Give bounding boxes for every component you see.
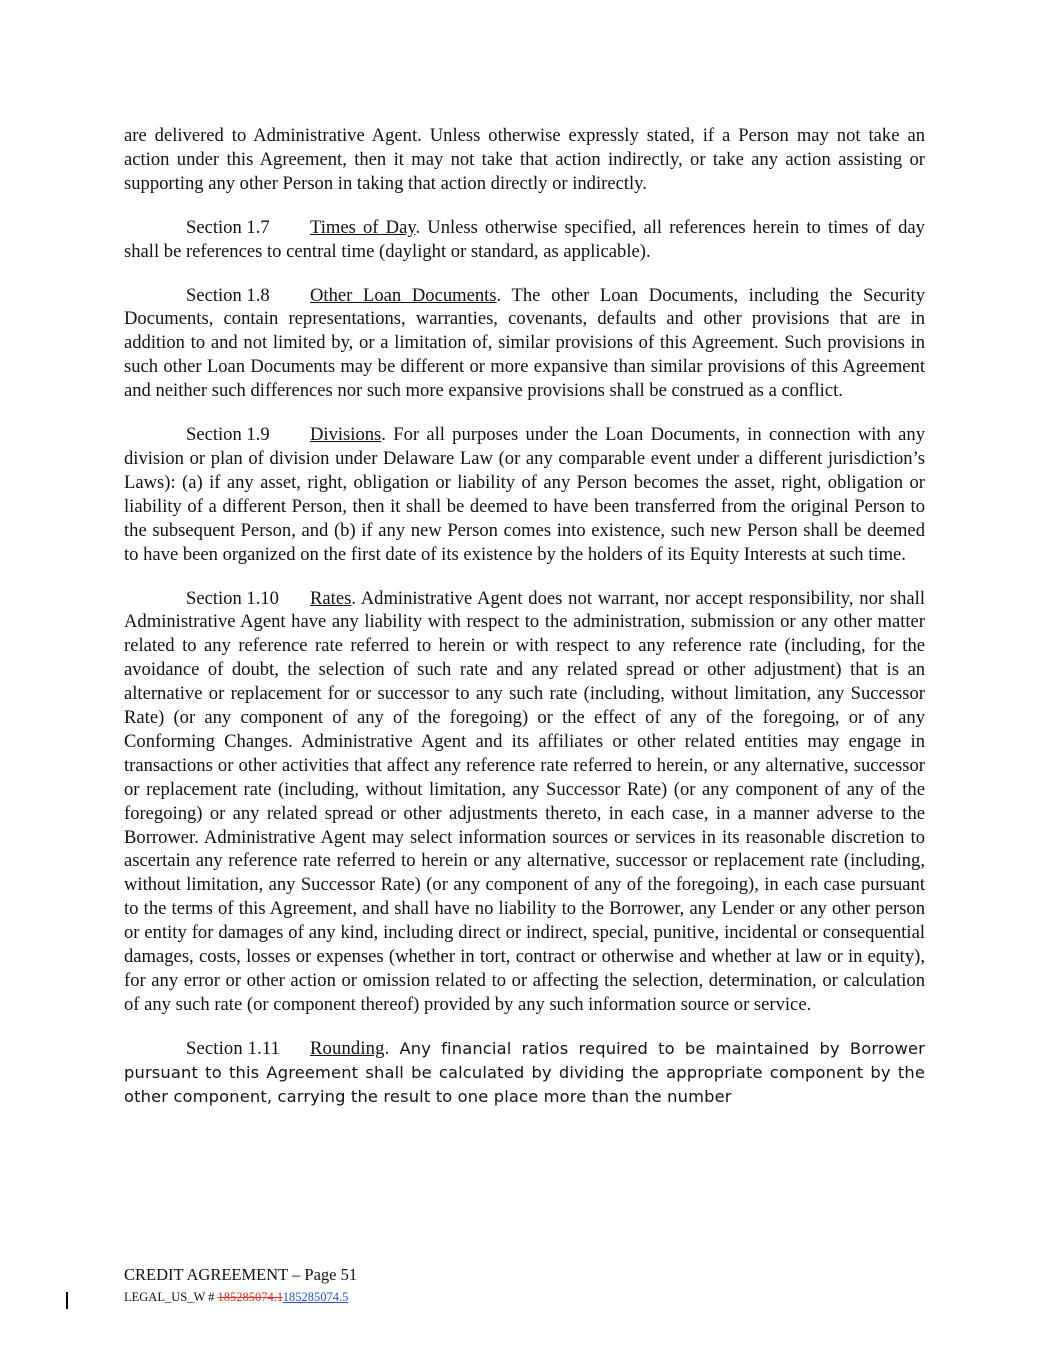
section-number: Section 1.9 [186, 424, 270, 446]
document-id-prefix: LEGAL_US_W # [124, 1290, 218, 1304]
footer-title: CREDIT AGREEMENT – Page 51 [124, 1265, 358, 1284]
section-1-8: Section 1.8 Other Loan Documents. The other Loan Documents, including the Security Documents, contain representations, warranties, covenants, defaults and other provisions that are in addition to and not limited by, or a limitation of, similar provisions of this Agreement. Such provisions in such other Loan Documents may be different or more expansive than similar provisions of this Agreement and neither such differences nor such more expansive provisions shall be construed as a conflict. [124, 284, 925, 402]
inserted-document-number: 185285074.5 [282, 1290, 349, 1304]
continuation-paragraph: are delivered to Administrative Agent. Unless otherwise expressly stated, if a Person may not take an action under this Agreement, then it may not take that action indirectly, or take any action assisting or supporting any other Person in taking that action directly or indirectly. [124, 125, 925, 194]
section-body: For all purposes under the Loan Documents, in connection with any division or plan of division under Delaware Law (or any comparable event under a different jurisdiction’s Laws): (a) if any asset, right, obligation or liability of any Person becomes the asset, right, obligation or liability of a different Person, then it shall be deemed to have been transferred from the original Person to the subsequent Person, and (b) if any new Person comes into existence, such new Person shall be deemed to have been organized on the first date of its existence by the holders of its Equity Interests at such time. [124, 424, 925, 565]
section-1-7: Section 1.7 Times of Day. Unless otherwise specified, all references herein to times of day shall be references to central time (daylight or standard, as applicable). [124, 216, 925, 262]
section-number: Section 1.8 [186, 284, 270, 306]
section-title: Divisions [310, 424, 382, 446]
section-body: Any financial ratios required to be maintained by Borrower pursuant to this Agreement shall be calculated by dividing the appropriate component by the other component, carrying the result to one place more than the number [124, 1038, 925, 1106]
change-bar [66, 1292, 68, 1309]
section-title: Times of Day [310, 216, 416, 238]
section-number: Section 1.11 [186, 1037, 281, 1059]
section-1-9: Section 1.9 Divisions. For all purposes under the Loan Documents, in connection with any division or plan of division under Delaware Law (or any comparable event under a different jurisdiction’s Laws): (a) if any asset, right, obligation or liability of any Person becomes the asset, right, obligation or liability of a different Person, then it shall be deemed to have been transferred from the original Person to the subsequent Person, and (b) if any new Person comes into existence, such new Person shall be deemed to have been organized on the first date of its existence by the holders of its Equity Interests at such time. [124, 424, 925, 565]
section-body: Unless otherwise specified, all references herein to times of day shall be references to central time (daylight or standard, as applicable). [124, 216, 925, 262]
section-number: Section 1.7 [186, 216, 270, 238]
deleted-document-number: 185285074.1 [217, 1290, 283, 1304]
document-body [124, 124, 925, 1129]
section-body: The other Loan Documents, including the Security Documents, contain representations, warranties, covenants, defaults and other provisions that are in addition to and not limited by, or a limitation of, similar provisions of this Agreement. Such provisions in such other Loan Documents may be different or more expansive than similar provisions of this Agreement and neither such differences nor such more expansive provisions shall be construed as a conflict. [124, 284, 925, 402]
section-title: Other Loan Documents [310, 284, 497, 306]
section-number: Section 1.10 [186, 587, 279, 609]
document-id [124, 1288, 357, 1306]
page-footer [124, 1264, 357, 1306]
section-1-10: Section 1.10 Rates. Administrative Agent does not warrant, nor accept responsibility, nor shall Administrative Agent have any liability with respect to the administration, submission or any other matter related to any reference rate referred to herein or with respect to any reference rate (including, for the avoidance of doubt, the selection of such rate and any related spread or other adjustment) that is an alternative or replacement for or successor to any such rate (including, without limitation, any Successor Rate) (or any component of any of the foregoing) or the effect of any of the foregoing, or of any Conforming Changes. Administrative Agent and its affiliates or other related entities may engage in transactions or other activities that affect any reference rate referred to herein, or any alternative, successor or replacement rate (including, without limitation, any Successor Rate) (or any component of any of the foregoing) or any related spread or other adjustments thereto, in each case, in a manner adverse to the Borrower. Administrative Agent may select information sources or services in its reasonable discretion to ascertain any reference rate referred to herein or any alternative, successor or replacement rate (including, without limitation, any Successor Rate) (or any component of any of the foregoing), in each case pursuant to the terms of this Agreement, and shall have no liability to the Borrower, any Lender or any other person or entity for damages of any kind, including direct or indirect, special, punitive, incidental or consequential damages, costs, losses or expenses (whether in tort, contract or otherwise and whether at law or in equity), for any error or other action or omission related to or affecting the selection, determination, or calculation of any such rate (or component thereof) provided by any such information source or service. [124, 587, 925, 1015]
section-title: Rounding [310, 1037, 385, 1059]
section-body: Administrative Agent does not warrant, nor accept responsibility, nor shall Administrative Agent have any liability with respect to the administration, submission or any other matter related to any reference rate referred to herein or with respect to any reference rate (including, for the avoidance of doubt, the selection of such rate and any related spread or other adjustment) that is an alternative or replacement for or successor to any such rate (including, without limitation, any Successor Rate) (or any component of any of the foregoing) or the effect of any of the foregoing, or of any Conforming Changes. Administrative Agent and its affiliates or other related entities may engage in transactions or other activities that affect any reference rate referred to herein, or any alternative, successor or replacement rate (including, without limitation, any Successor Rate) (or any component of any of the foregoing) or any related spread or other adjustments thereto, in each case, in a manner adverse to the Borrower. Administrative Agent may select information sources or services in its reasonable discretion to ascertain any reference rate referred to herein or any alternative, successor or replacement rate (including, without limitation, any Successor Rate) (or any component of any of the foregoing), in each case pursuant to the terms of this Agreement, and shall have no liability to the Borrower, any Lender or any other person or entity for damages of any kind, including direct or indirect, special, punitive, incidental or consequential damages, costs, losses or expenses (whether in tort, contract or otherwise and whether at law or in equity), for any error or other action or omission related to or affecting the selection, determination, or calculation of any such rate (or component thereof) provided by any such information source or service. [124, 587, 925, 1015]
section-title: Rates [310, 587, 352, 609]
section-1-11: Section 1.11 Rounding. Any financial ratios required to be maintained by Borrower pursuant to this Agreement shall be calculated by dividing the appropriate component by the other component, carrying the result to one place more than the number [124, 1037, 925, 1106]
